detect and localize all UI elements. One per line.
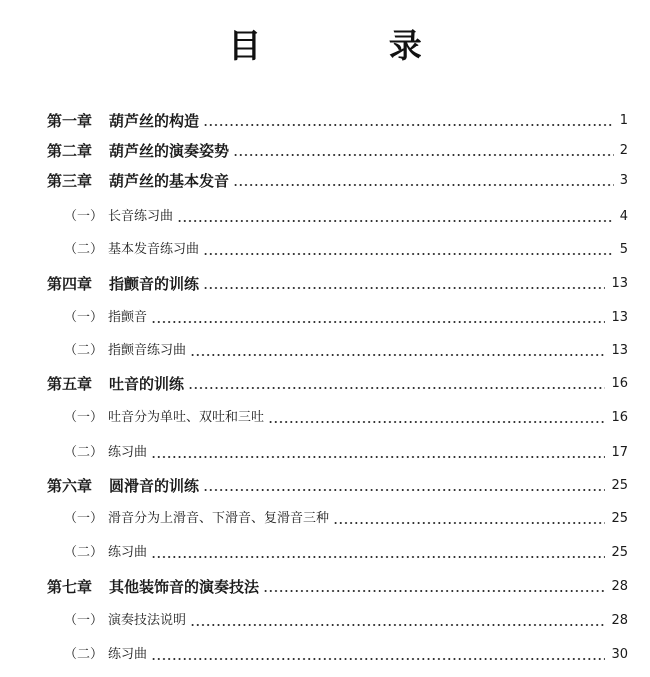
toc-entry-number: （一） [64,511,104,526]
toc-entry-title: 指颤音 [108,310,148,325]
toc-entry-number: （一） [64,410,104,425]
toc-entry-number: 第一章 [47,112,93,130]
toc-entry-title: 指颤音的训练 [109,275,200,293]
toc-page-number: 16 [611,410,628,425]
toc-page-number: 30 [611,647,628,662]
toc-section-row [0,337,650,361]
toc-entry-label [47,171,229,191]
toc-entry-label [47,111,199,131]
toc-entry-number: （一） [64,209,104,224]
toc-entry-title: 葫芦丝的演奏姿势 [109,142,230,160]
toc-chapter-row [0,472,650,496]
dot-leader [190,623,605,627]
toc-page-number: 16 [611,376,628,391]
toc-page-number: 25 [611,511,628,526]
dot-leader [177,219,614,223]
toc-entry-label [64,408,264,428]
toc-entry-title: 葫芦丝的基本发音 [109,172,230,190]
toc-entry-number: （二） [64,242,104,257]
toc-entry-label [47,374,184,394]
dot-leader [151,657,605,661]
toc-entry-title: 演奏技法说明 [108,613,187,628]
toc-chapter-row [0,167,650,191]
toc-entry-number: 第五章 [47,375,93,393]
toc-entry-number: （二） [64,445,104,460]
toc-entry-label [47,274,199,294]
toc-page-number: 4 [619,209,628,224]
toc-entry-title: 其他装饰音的演奏技法 [109,578,260,596]
toc-entry-label [64,509,329,529]
toc-entry-label [47,577,259,597]
toc-page-number: 28 [611,613,628,628]
toc-entry-title: 长音练习曲 [108,209,174,224]
dot-leader [203,252,614,256]
toc-entry-title: 吐音的训练 [109,375,185,393]
toc-chapter-row [0,107,650,131]
toc-section-row [0,439,650,463]
toc-section-row [0,641,650,665]
dot-leader [151,320,605,324]
dot-leader [188,386,605,390]
toc-chapter-row [0,270,650,294]
toc-page-number: 13 [611,310,628,325]
page-title: 目 录 [228,26,480,65]
toc-entry-label [64,645,147,665]
toc-entry-number: （二） [64,647,104,662]
toc-entry-label [64,240,199,260]
toc-entry-title: 吐音分为单吐、双吐和三吐 [108,410,265,425]
toc-page-number: 25 [611,545,628,560]
dot-leader [203,286,605,290]
toc-entry-label [64,341,186,361]
dot-leader [233,153,614,157]
toc-entry-label [47,476,199,496]
toc-entry-number: （二） [64,545,104,560]
toc-page-number: 2 [619,143,628,158]
toc-page-number: 13 [611,343,628,358]
dot-leader [151,555,605,559]
dot-leader [263,589,605,593]
toc-section-row [0,404,650,428]
toc-page-number: 17 [611,445,628,460]
toc-section-row [0,607,650,631]
toc-entry-number: （一） [64,613,104,628]
toc-section-row [0,539,650,563]
toc-entry-number: 第二章 [47,142,93,160]
toc-page-number: 3 [619,173,628,188]
toc-entry-label [64,308,147,328]
toc-entry-number: （二） [64,343,104,358]
toc-page-number: 1 [619,113,628,128]
dot-leader [333,521,605,525]
dot-leader [268,420,605,424]
toc-entry-label [64,543,147,563]
toc-section-row [0,304,650,328]
toc-entry-label [64,611,186,631]
toc-entry-number: 第六章 [47,477,93,495]
toc-section-row [0,236,650,260]
toc-chapter-row [0,573,650,597]
toc-entry-title: 练习曲 [108,445,148,460]
toc-page-number: 28 [611,579,628,594]
dot-leader [203,123,614,127]
toc-entry-label [47,141,229,161]
toc-entry-number: （一） [64,310,104,325]
dot-leader [151,455,605,459]
toc-entry-title: 圆滑音的训练 [109,477,200,495]
toc-page-number: 5 [619,242,628,257]
toc-chapter-row [0,370,650,394]
dot-leader [203,488,605,492]
toc-section-row [0,505,650,529]
toc-entry-label [64,207,173,227]
dot-leader [233,183,614,187]
toc-page-number: 13 [611,276,628,291]
toc-entry-number: 第七章 [47,578,93,596]
toc-entry-number: 第三章 [47,172,93,190]
toc-entry-title: 滑音分为上滑音、下滑音、复滑音三种 [108,511,330,526]
toc-entry-label [64,443,147,463]
toc-page-number: 25 [611,478,628,493]
toc-entry-title: 葫芦丝的构造 [109,112,200,130]
toc-entry-title: 练习曲 [108,545,148,560]
toc-entry-title: 练习曲 [108,647,148,662]
dot-leader [190,353,605,357]
toc-entry-title: 基本发音练习曲 [108,242,200,257]
toc-chapter-row [0,137,650,161]
toc-entry-number: 第四章 [47,275,93,293]
toc-entry-title: 指颤音练习曲 [108,343,187,358]
toc-section-row [0,203,650,227]
